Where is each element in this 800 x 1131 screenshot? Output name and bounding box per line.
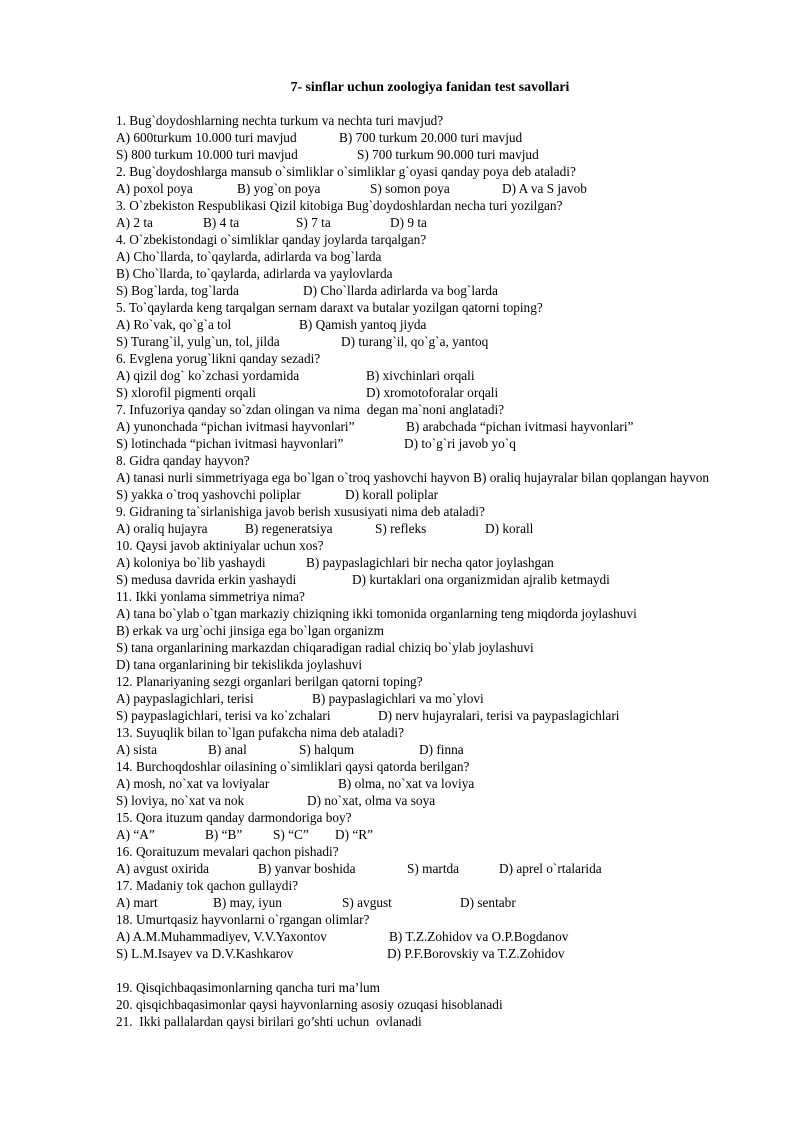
option-s: S) “C”	[273, 827, 309, 842]
option-b: B) yanvar boshida	[258, 861, 356, 876]
option-d: D) “R”	[335, 827, 374, 842]
option-b: B) erkak va urg`ochi jinsiga ega bo`lgan organizm	[116, 623, 384, 638]
option-s: S) 800 turkum 10.000 turi mavjud	[116, 147, 298, 162]
option-a: A) yunonchada “pichan ivitmasi hayvonlari”	[116, 419, 355, 434]
option-d: D) turang`il, qo`g`a, yantoq	[341, 334, 489, 349]
answer-row	[116, 894, 746, 911]
answer-row	[116, 792, 746, 809]
option-s: S) tana organlarining markazdan chiqaradigan radial chiziq bo`ylab joylashuvi	[116, 640, 534, 655]
option-b: B) may, iyun	[213, 895, 282, 910]
question-2: 2. Bug`doydoshlarga mansub o`simliklar o`simliklar g`oyasi qanday poya deb ataladi?	[116, 164, 576, 179]
answer-row	[116, 520, 746, 537]
option-s: S) halqum	[299, 742, 355, 757]
question-14: 14. Burchoqdoshlar oilasining o`simliklari qaysi qatorda berilgan?	[116, 759, 470, 774]
option-d: D) kurtaklari ona organizmidan ajralib ketmaydi	[352, 572, 610, 587]
answer-row	[116, 333, 746, 350]
option-s: S) 7 ta	[296, 215, 331, 230]
option-d: D) korall	[485, 521, 534, 536]
option-a: A) avgust oxirida	[116, 861, 210, 876]
option-a: A) oraliq hujayra	[116, 521, 208, 536]
answer-row	[116, 146, 746, 163]
question-9: 9. Gidraning ta`sirlanishiga javob berish xususiyati nima deb ataladi?	[116, 504, 485, 519]
option-d: D) to`g`ri javob yo`q	[404, 436, 516, 451]
option-b: B) paypaslagichlari bir necha qator joylashgan	[306, 555, 554, 570]
question-18: 18. Umurtqasiz hayvonlarni o`rgangan olimlar?	[116, 912, 370, 927]
answer-row	[116, 860, 746, 877]
question-15: 15. Qora ituzum qanday darmondoriga boy?	[116, 810, 352, 825]
option-d: D) xromotoforalar orqali	[366, 385, 499, 400]
option-a: A) sista	[116, 742, 157, 757]
option-b: B) yog`on poya	[237, 181, 321, 196]
option-a: A) tana bo`ylab o`tgan markaziy chiziqning ikki tomonida organlarning teng miqdorda joylashuvi	[116, 606, 637, 621]
question-16: 16. Qoraituzum mevalari qachon pishadi?	[116, 844, 339, 859]
blank-line	[116, 962, 746, 979]
option-b: B) paypaslagichlari va mo`ylovi	[312, 691, 484, 706]
option-a: A) qizil dog` ko`zchasi yordamida	[116, 368, 300, 383]
question-10: 10. Qaysi javob aktiniyalar uchun xos?	[116, 538, 324, 553]
question-7: 7. Infuzoriya qanday so`zdan olingan va nima degan ma`noni anglatadi?	[116, 402, 505, 417]
option-s: S) martda	[407, 861, 460, 876]
page-title: 7- sinflar uchun zoologiya fanidan test savollari	[290, 79, 570, 94]
answer-row	[116, 129, 746, 146]
answer-row	[116, 741, 746, 758]
question-4: 4. O`zbekistondagi o`simliklar qanday joylarda tarqalgan?	[116, 232, 427, 247]
answer-row	[116, 775, 746, 792]
option-b: B) anal	[208, 742, 247, 757]
answer-row	[116, 571, 746, 588]
answer-row	[116, 486, 746, 503]
question-19: 19. Qisqichbaqasimonlarning qancha turi ma’lum	[116, 980, 381, 995]
option-a: A) 2 ta	[116, 215, 153, 230]
option-a: A) A.M.Muhammadiyev, V.V.Yaxontov	[116, 929, 327, 944]
option-s: S) medusa davrida erkin yashaydi	[116, 572, 297, 587]
option-a: A) poxol poya	[116, 181, 193, 196]
answer-row	[116, 214, 746, 231]
option-ab: A) tanasi nurli simmetriyaga ega bo`lgan o`troq yashovchi hayvon B) oraliq hujayralar bilan qoplangan hayvon	[116, 470, 710, 485]
option-s: S) yakka o`troq yashovchi poliplar	[116, 487, 301, 502]
option-s: S) xlorofil pigmenti orqali	[116, 385, 256, 400]
option-s: S) avgust	[342, 895, 392, 910]
option-s: S) lotinchada “pichan ivitmasi hayvonlari”	[116, 436, 344, 451]
question-5: 5. To`qaylarda keng tarqalgan sernam daraxt va butalar yozilgan qatorni toping?	[116, 300, 543, 315]
answer-row	[116, 384, 746, 401]
option-b: B) “B”	[205, 827, 243, 842]
option-b: B) arabchada “pichan ivitmasi hayvonlari”	[406, 419, 634, 434]
option-a: A) Cho`llarda, to`qaylarda, adirlarda va bog`larda	[116, 249, 382, 264]
option-d: D) sentabr	[460, 895, 516, 910]
answer-row	[116, 690, 746, 707]
option-d: D) aprel o`rtalarida	[499, 861, 602, 876]
option-d: D) tana organlarining bir tekislikda joylashuvi	[116, 657, 363, 672]
option-b: B) 4 ta	[203, 215, 240, 230]
option-a: A) koloniya bo`lib yashaydi	[116, 555, 266, 570]
option-s: S) refleks	[375, 521, 427, 536]
option-b: B) Cho`llarda, to`qaylarda, adirlarda va yaylovlarda	[116, 266, 393, 281]
option-s: S) somon poya	[370, 181, 450, 196]
option-d: D) P.F.Borovskiy va T.Z.Zohidov	[387, 946, 565, 961]
answer-row	[116, 928, 746, 945]
answer-row	[116, 826, 746, 843]
answer-row	[116, 367, 746, 384]
question-8: 8. Gidra qanday hayvon?	[116, 453, 250, 468]
option-a: A) mosh, no`xat va loviyalar	[116, 776, 270, 791]
question-3: 3. O`zbekiston Respublikasi Qizil kitobiga Bug`doydoshlardan necha turi yozilgan?	[116, 198, 563, 213]
option-a: A) “A”	[116, 827, 155, 842]
option-s: S) L.M.Isayev va D.V.Kashkarov	[116, 946, 294, 961]
question-12: 12. Planariyaning sezgi organlari berilgan qatorni toping?	[116, 674, 423, 689]
option-b: B) T.Z.Zohidov va O.P.Bogdanov	[389, 929, 569, 944]
option-d: D) korall poliplar	[345, 487, 439, 502]
question-21: 21. Ikki pallalardan qaysi birilari go’shti uchun ovlanadi	[116, 1014, 422, 1029]
option-d: D) nerv hujayralari, terisi va paypaslagichlari	[378, 708, 620, 723]
option-s: S) loviya, no`xat va nok	[116, 793, 245, 808]
answer-row	[116, 282, 746, 299]
question-1: 1. Bug`doydoshlarning nechta turkum va nechta turi mavjud?	[116, 113, 444, 128]
option-a: A) Ro`vak, qo`g`a tol	[116, 317, 232, 332]
answer-row	[116, 435, 746, 452]
option-b: B) regeneratsiya	[245, 521, 333, 536]
answer-row	[116, 707, 746, 724]
answer-row	[116, 554, 746, 571]
question-11: 11. Ikki yonlama simmetriya nima?	[116, 589, 305, 604]
question-17: 17. Madaniy tok qachon gullaydi?	[116, 878, 299, 893]
question-20: 20. qisqichbaqasimonlar qaysi hayvonlarning asosiy ozuqasi hisoblanadi	[116, 997, 503, 1012]
option-b: B) Qamish yantoq jiyda	[299, 317, 427, 332]
answer-row	[116, 180, 746, 197]
option-s: S) Bog`larda, tog`larda	[116, 283, 239, 298]
question-6: 6. Evglena yorug`likni qanday sezadi?	[116, 351, 321, 366]
option-d: S) 700 turkum 90.000 turi mavjud	[357, 147, 539, 162]
option-a: A) mart	[116, 895, 158, 910]
option-a: A) 600turkum 10.000 turi mavjud	[116, 130, 297, 145]
answer-row	[116, 418, 746, 435]
option-b: B) xivchinlari orqali	[366, 368, 475, 383]
option-d: D) no`xat, olma va soya	[307, 793, 436, 808]
option-d: D) 9 ta	[390, 215, 427, 230]
answer-row	[116, 316, 746, 333]
option-s: S) Turang`il, yulg`un, tol, jilda	[116, 334, 280, 349]
question-13: 13. Suyuqlik bilan to`lgan pufakcha nima deb ataladi?	[116, 725, 405, 740]
option-s: S) paypaslagichlari, terisi va ko`zchalari	[116, 708, 331, 723]
option-d: D) A va S javob	[502, 181, 587, 196]
option-b: B) olma, no`xat va loviya	[338, 776, 475, 791]
option-d: D) finna	[419, 742, 464, 757]
answer-row	[116, 945, 746, 962]
question-list	[116, 112, 746, 1030]
option-a: A) paypaslagichlari, terisi	[116, 691, 254, 706]
option-b: B) 700 turkum 20.000 turi mavjud	[339, 130, 523, 145]
option-d: D) Cho`llarda adirlarda va bog`larda	[303, 283, 498, 298]
